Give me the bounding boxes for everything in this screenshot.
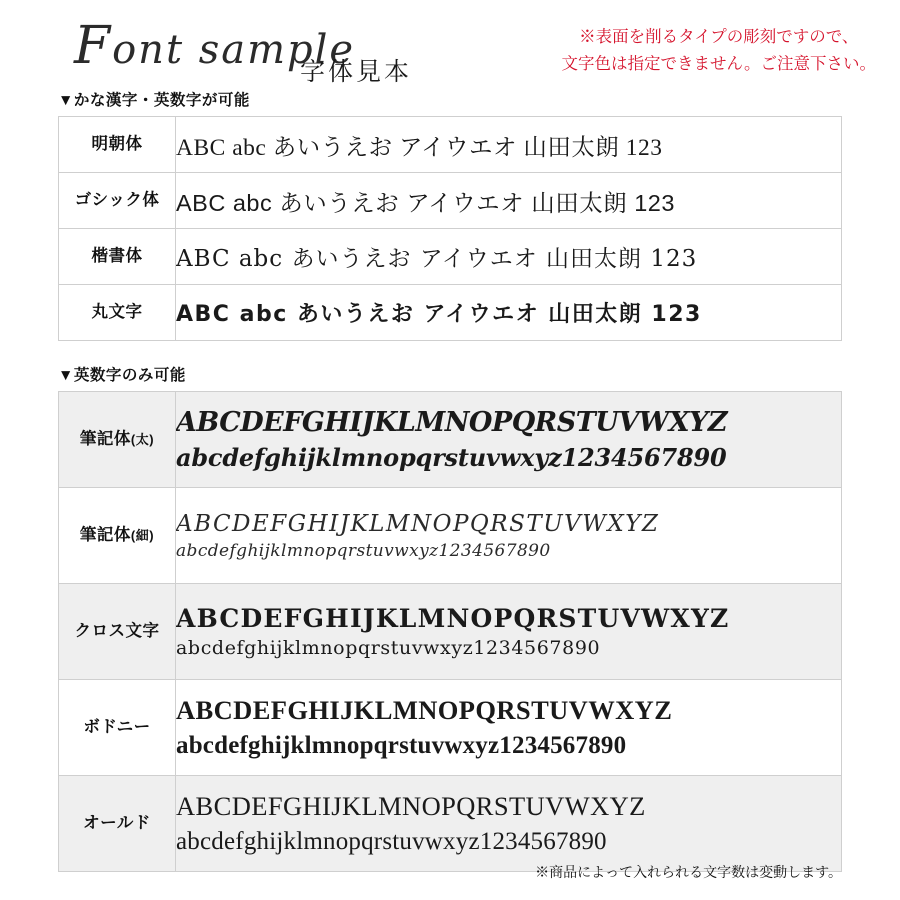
page-title-japanese: 字体見本 [300,58,413,86]
table-row [59,229,842,285]
footer-note: ※商品によって入れられる文字数は変動します。 [535,864,842,880]
page-title-rest: ont sample [112,27,356,73]
font-sample-cell [176,584,842,680]
table-row [59,173,842,229]
font-sample-cell [176,392,842,488]
font-name-cell: 明朝体 [59,117,176,173]
font-name-sub: (太) [130,431,155,447]
font-sample-cell: ABC abc あいうえお アイウエオ 山田太朗 123 [176,173,842,229]
font-sample-lowercase: abcdefghijklmnopqrstuvwxyz1234567890 [176,827,607,855]
table-row [59,488,842,584]
font-name-cell [59,680,176,776]
table-row [59,392,842,488]
font-sample-cell: ABC abc あいうえお アイウエオ 山田太朗 123 [176,285,842,341]
table-row [59,680,842,776]
table-row [59,776,842,872]
font-sample-uppercase: ABCDEFGHIJKLMNOPQRSTUVWXYZ [176,694,673,725]
font-name-label: 筆記体 [79,429,131,448]
font-sample-lowercase: abcdefghijklmnopqrstuvwxyz1234567890 [176,540,551,561]
section-1-caption: ▼かな漢字・英数字が可能 [58,92,250,109]
font-sample-lowercase: abcdefghijklmnopqrstuvwxyz1234567890 [176,731,627,759]
font-sample-uppercase: ABCDEFGHIJKLMNOPQRSTUVWXYZ [176,603,730,633]
font-sample-uppercase: ABCDEFGHIJKLMNOPQRSTUVWXYZ [176,510,660,537]
font-sample-uppercase: ABCDEFGHIJKLMNOPQRSTUVWXYZ [176,790,646,821]
font-name-label: クロス文字 [74,621,160,640]
table-row [59,285,842,341]
section-2-caption: ▼英数字のみ可能 [58,367,186,384]
font-sample-uppercase: ABCDEFGHIJKLMNOPQRSTUVWXYZ [176,407,728,439]
font-name-cell: 楷書体 [59,229,176,285]
notice-text [562,24,877,78]
font-name-label: 筆記体 [79,525,131,544]
page-title-initial: F [74,16,113,76]
font-table-alphanumeric [58,391,842,872]
font-name-label: ボドニー [83,717,151,736]
font-name-sub: (細) [130,527,155,543]
sheet-header [0,0,900,88]
font-name-cell [59,392,176,488]
font-sample-cell [176,488,842,584]
font-table-japanese [58,116,842,341]
table-row [59,584,842,680]
font-name-cell [59,584,176,680]
font-sample-cell [176,776,842,872]
font-name-cell: ゴシック体 [59,173,176,229]
font-sample-lowercase: abcdefghijklmnopqrstuvwxyz1234567890 [176,442,727,472]
font-name-cell [59,488,176,584]
font-sample-cell: ABC abc あいうえお アイウエオ 山田太朗 123 [176,117,842,173]
font-name-cell [59,776,176,872]
font-name-cell: 丸文字 [59,285,176,341]
font-sample-cell: ABC abc あいうえお アイウエオ 山田太朗 123 [176,229,842,285]
table-row [59,117,842,173]
font-sample-lowercase: abcdefghijklmnopqrstuvwxyz1234567890 [176,636,601,659]
notice-line-2: 文字色は指定できません。ご注意下さい。 [561,55,876,74]
font-sample-cell [176,680,842,776]
notice-line-1: ※表面を削るタイプの彫刻ですので、 [579,28,859,46]
font-name-label: オールド [83,813,151,832]
